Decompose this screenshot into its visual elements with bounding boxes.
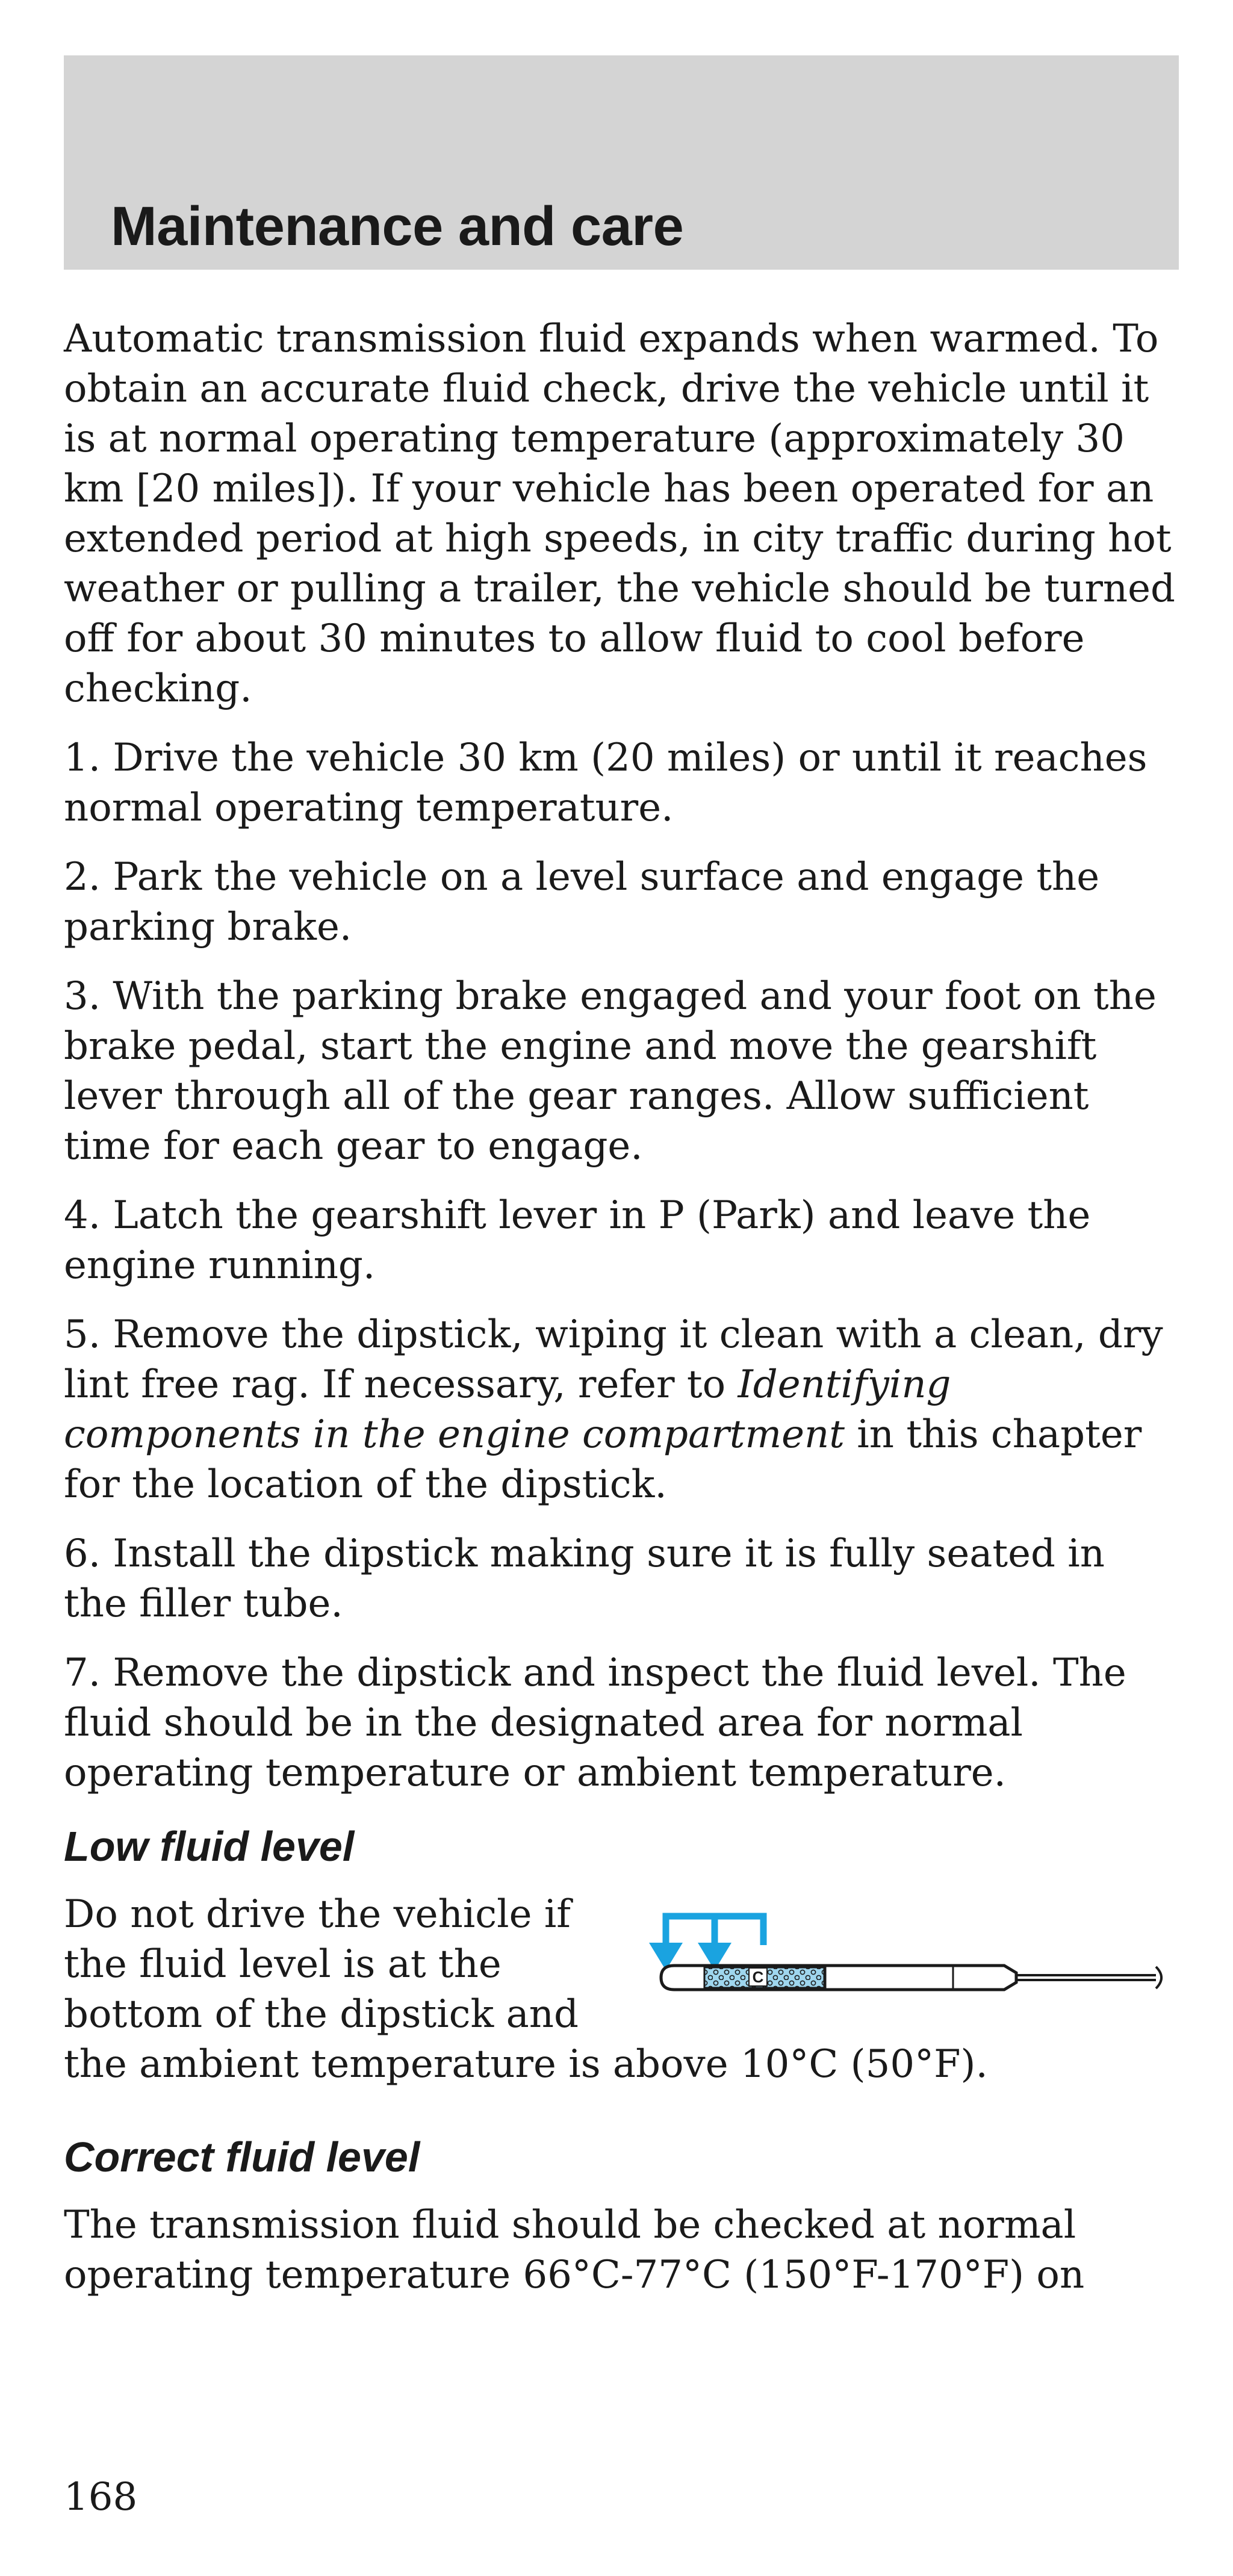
step-5-text-end: in this chapter for the location of the dipstick.: [64, 1412, 1142, 1507]
step-5: [64, 1310, 1179, 1510]
step-5-reference: Identifying components in the engine compartment: [64, 1362, 951, 1457]
step-6: 6. Install the dipstick making sure it is fully seated in the filler tube.: [64, 1532, 1105, 1626]
dipstick-figure: [637, 1893, 1179, 2014]
step-5-text-start: 5. Remove the dipstick, wiping it clean with a clean, dry lint free rag. If necessary, refer to: [64, 1312, 1163, 1407]
page-number: 168: [64, 2475, 138, 2519]
low-level-arrows-icon: [649, 1916, 763, 1970]
dipstick-icon: [661, 1966, 1161, 1990]
low-fluid-heading: Low fluid level: [64, 1823, 355, 1870]
intro-paragraph: Automatic transmission fluid expands when warmed. To obtain an accurate fluid check, drive the vehicle until it is at normal operating temperature (approximately 30 km [20 miles]). If your vehicle has been operated for an extended period at high speeds, in city traffic during hot weather or pulling a trailer, the vehicle should be turned off for about 30 minutes to allow fluid to cool before checking.: [64, 317, 1175, 711]
correct-fluid-paragraph: The transmission fluid should be checked at normal operating temperature 66°C-77°C (150°F-170°F) on: [64, 2203, 1085, 2297]
step-1: 1. Drive the vehicle 30 km (20 miles) or until it reaches normal operating temperature.: [64, 736, 1148, 830]
correct-fluid-heading: Correct fluid level: [64, 2134, 420, 2180]
step-3: 3. With the parking brake engaged and your foot on the brake pedal, start the engine and move the gearshift lever through all of the gear ranges. Allow sufficient time for each gear to engage.: [64, 974, 1157, 1169]
step-7: 7. Remove the dipstick and inspect the fluid level. The fluid should be in the designated area for normal operating temperature or ambient temperature.: [64, 1651, 1126, 1795]
page-content: [64, 314, 1179, 2320]
section-title: Maintenance and care: [111, 196, 684, 257]
section-header: [64, 55, 1179, 270]
step-4: 4. Latch the gearshift lever in P (Park) and leave the engine running.: [64, 1193, 1091, 1288]
step-2: 2. Park the vehicle on a level surface and engage the parking brake.: [64, 855, 1100, 949]
dipstick-illustration: [637, 1893, 1179, 2014]
dipstick-marker-letter: C: [752, 1968, 764, 1986]
low-fluid-paragraph: Do not drive the vehicle if the fluid level is at the bottom of the dipstick and the ambient temperature is above 10°C (50°F).: [64, 1892, 988, 2087]
